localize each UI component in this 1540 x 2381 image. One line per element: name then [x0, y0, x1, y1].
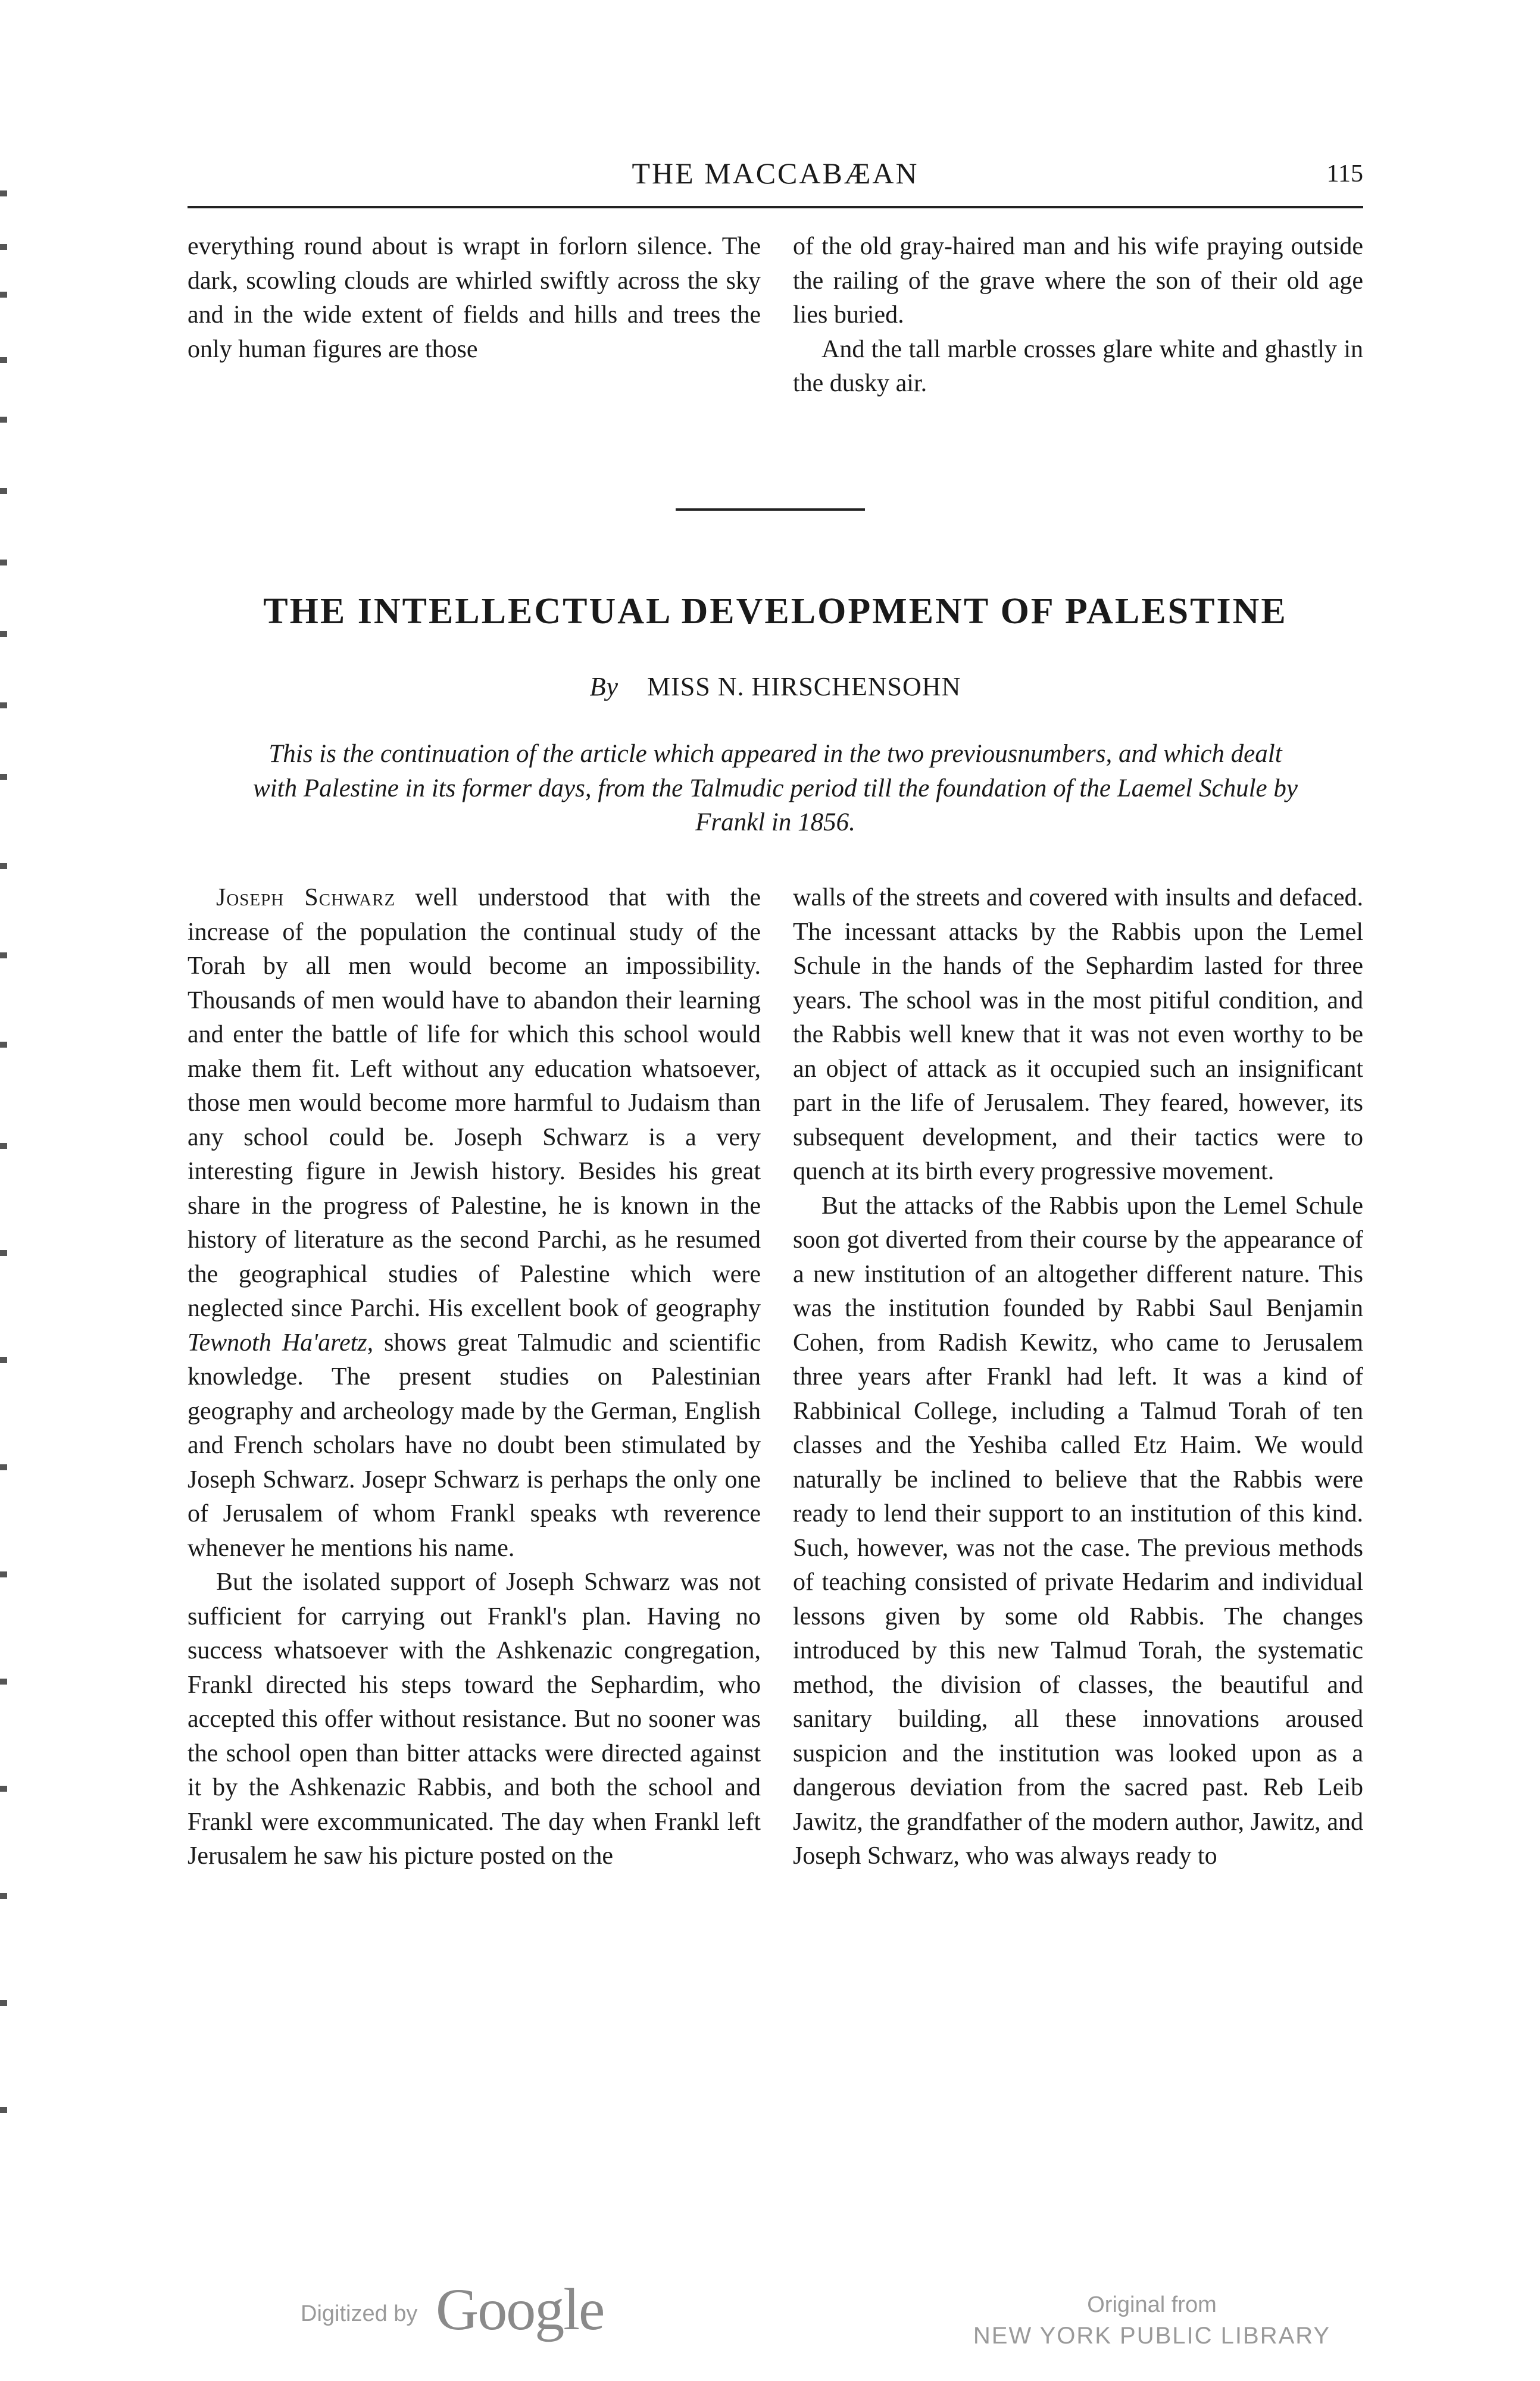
section-divider — [676, 508, 865, 511]
article-paragraph: Joseph Schwarz well understood that with the increase of the population the continual study of the Torah by all men would become an impossibility. Thousands of men would have to abandon their learning and enter the battle of life for which this school would make them fit. Left without any education whatsoever, those men would become more harmful to Judaism than any school could be. Joseph Schwarz is a very interesting figure in Jewish history. Besides his great share in the progress of Palestine, he is known in the history of literature as the second Parchi, as he resumed the geographical studies of Palestine which were neglected since Parchi. His excellent book of geography Tewnoth Ha'aretz, shows great Talmudic and scientific knowledge. The present studies on Palestinian geography and archeology made by the German, English and French scholars have no doubt been stimulated by Joseph Schwarz. Josepr Schwarz is perhaps the only one of Jerusalem of whom Frankl speaks wth reverence whenever he mentions his name. — [188, 884, 761, 1562]
digitized-by-label: Digitized by — [301, 2301, 418, 2326]
article-left-column — [188, 881, 761, 1874]
original-source — [884, 2289, 1420, 2351]
article-right-column — [793, 881, 1363, 1874]
lead-name: Joseph Schwarz — [216, 884, 396, 911]
google-logo: Google — [436, 2276, 604, 2342]
byline-author: MISS N. HIRSCHENSOHN — [647, 672, 961, 701]
running-head — [188, 156, 1363, 204]
page-number: 115 — [1326, 160, 1363, 188]
byline-prefix: By — [589, 672, 619, 701]
article-paragraph: But the isolated support of Joseph Schwarz was not sufficient for carrying out Frankl's plan. Having no success whatsoever with the Ashkenazic congregation, Frankl directed his steps toward the Sephardim, who accepted this offer without resistance. But no sooner was the school open than bitter attacks were directed against it by the Ashkenazic Rabbis, and both the school and Frankl were excommunicated. The day when Frankl left Jerusalem he saw his picture posted on the — [188, 1568, 761, 1870]
article-title: THE INTELLECTUAL DEVELOPMENT OF PALESTINE — [263, 591, 1288, 632]
continuation-left-column — [188, 230, 761, 367]
article-paragraph: But the attacks of the Rabbis upon the Lemel Schule soon got diverted from their course by the appearance of a new institution of an altogether different nature. This was the institution founded by Rabbi Saul Benjamin Cohen, from Radish Kewitz, who came to Jerusalem three years after Frankl had left. It was a kind of Rabbinical College, including a Talmud Torah of ten classes and the Yeshiba called Etz Haim. We would naturally be inclined to believe that the Rabbis were ready to lend their support to an institution of this kind. Such, however, was not the case. The previous methods of teaching consisted of private Hedarim and individual lessons given by some old Rabbis. The changes introduced by this new Talmud Torah, the systematic method, the division of classes, the beautiful and sanitary building, all these innovations aroused suspicion and the institution was looked upon as a dangerous deviation from the sacred past. Reb Leib Jawitz, the grandfather of the modern author, Jawitz, and Joseph Schwarz, who was always ready to — [793, 1192, 1363, 1870]
original-from-label: Original from — [1087, 2292, 1217, 2317]
running-title: THE MACCABÆAN — [632, 157, 919, 190]
byline — [188, 671, 1363, 702]
continuation-paragraph: everything round about is wrapt in forlorn silence. The dark, scowling clouds are whirled swiftly across the sky and in the wide extent of fields and hills and trees the only human figures are those — [188, 233, 761, 363]
continuation-paragraph: of the old gray-haired man and his wife praying outside the railing of the grave where the son of their old age lies buried. — [793, 233, 1363, 329]
header-rule — [188, 206, 1363, 208]
book-title: Tewnoth Ha'aretz, — [188, 1329, 374, 1357]
article-intro-note: This is the continuation of the article which appeared in the two previousnumbers, and which dealt with Palestine in its former days, from the Talmudic period till the foundation of the Laemel Schule by Frankl in 1856. — [253, 740, 1298, 836]
continuation-paragraph: And the tall marble crosses glare white and ghastly in the dusky air. — [793, 335, 1363, 397]
article-paragraph: walls of the streets and covered with insults and defaced. The incessant attacks by the Rabbis upon the Lemel Schule in the hands of the Sephardim lasted for three years. The school was in the most pitiful condition, and the Rabbis well knew that it was not even worthy to be an object of attack as it occupied such an insignificant part in the life of Jerusalem. They feared, however, its subsequent development, and their tactics were to quench at its birth every progressive movement. — [793, 884, 1363, 1185]
scan-edge-marks — [0, 179, 11, 2202]
library-name: NEW YORK PUBLIC LIBRARY — [973, 2323, 1331, 2349]
continuation-right-column — [793, 230, 1363, 401]
